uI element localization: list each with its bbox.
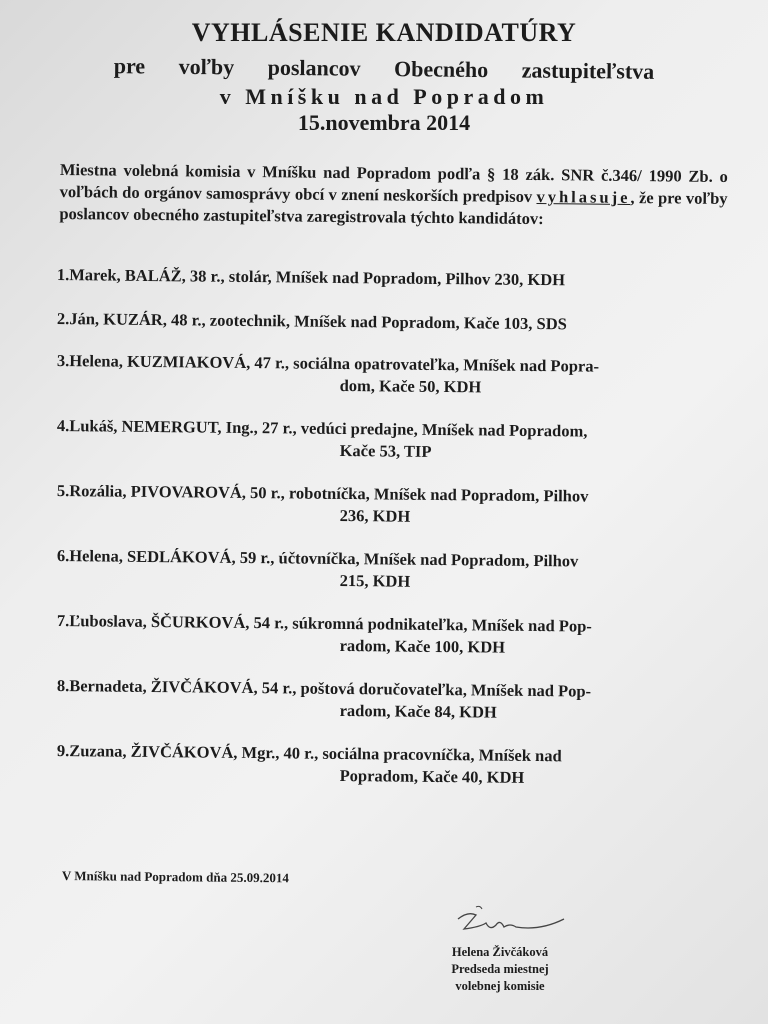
candidate-item bbox=[57, 740, 717, 791]
intro-text-2: , že pre voľby poslancov obecného zastupiteľstva zaregistrovala týchto kandidátov: bbox=[59, 187, 728, 229]
candidate-line2: radom, Kače 100, KDH bbox=[339, 635, 506, 657]
signer-role: volebnej komisie bbox=[455, 979, 545, 993]
candidate-line2: Popradom, Kače 40, KDH bbox=[339, 765, 525, 787]
candidate-line2: dom, Kače 50, KDH bbox=[339, 375, 482, 397]
candidate-item bbox=[57, 415, 717, 466]
candidate-line1: 6.Helena, SEDLÁKOVÁ, 59 r., účtovníčka, Mníšek nad Popradom, Pilhov bbox=[56, 545, 579, 571]
document-location: v Mníšku nad Popradom bbox=[219, 84, 549, 109]
intro-paragraph bbox=[59, 159, 728, 232]
signature-block bbox=[420, 944, 580, 995]
candidate-line2: Kače 53, TIP bbox=[339, 440, 432, 461]
candidate-item bbox=[57, 308, 717, 337]
candidate-line1: 8.Bernadeta, ŽIVČÁKOVÁ, 54 r., poštová doručovateľka, Mníšek nad Pop- bbox=[56, 675, 592, 701]
candidate-line1: 5.Rozália, PIVOVAROVÁ, 50 r., robotníčka, Mníšek nad Popradom, Pilhov bbox=[56, 480, 589, 506]
candidate-item bbox=[57, 675, 717, 726]
candidate-line1: 7.Ľuboslava, ŠČURKOVÁ, 54 r., súkromná podnikateľka, Mníšek nad Pop- bbox=[56, 610, 592, 636]
candidate-line1: 2.Ján, KUZÁR, 48 r., zootechnik, Mníšek nad Popradom, Kače 103, SDS bbox=[56, 308, 567, 334]
candidate-line1: 3.Helena, KUZMIAKOVÁ, 47 r., sociálna opatrovateľka, Mníšek nad Popra- bbox=[56, 350, 600, 376]
handwritten-signature bbox=[420, 905, 570, 939]
candidate-item bbox=[57, 350, 717, 401]
candidate-item bbox=[57, 264, 717, 293]
signer-name: Helena Živčáková bbox=[451, 945, 549, 959]
candidate-line1: 1.Marek, BALÁŽ, 38 r., stolár, Mníšek nad Popradom, Pilhov 230, KDH bbox=[56, 264, 566, 290]
intro-text-1: Miestna volebná komisia v Mníšku nad Popradom podľa § 18 zák. SNR č.346/ 1990 Zb. o voľbách do orgánov samosprávy obcí v znení neskorších predpisov bbox=[59, 159, 728, 206]
candidate-line1: 4.Lukáš, NEMERGUT, Ing., 27 r., vedúci predajne, Mníšek nad Popradom, bbox=[56, 415, 588, 441]
document-subtitle: pre voľby poslancov Obecného zastupiteľstva bbox=[113, 53, 655, 84]
candidate-line2: radom, Kače 84, KDH bbox=[339, 700, 497, 722]
candidate-line2: 215, KDH bbox=[339, 570, 411, 591]
candidate-item bbox=[57, 480, 717, 531]
intro-verb: vyhlasuje bbox=[536, 186, 631, 207]
candidate-line2: 236, KDH bbox=[339, 505, 411, 526]
signer-role: Predseda miestnej bbox=[451, 962, 549, 976]
candidate-item bbox=[57, 610, 717, 661]
document-title: VYHLÁSENIE KANDIDATÚRY bbox=[191, 18, 577, 47]
place-and-date: V Mníšku nad Popradom dňa 25.09.2014 bbox=[61, 868, 289, 886]
candidate-item bbox=[57, 545, 717, 596]
election-date: 15.novembra 2014 bbox=[297, 110, 471, 135]
candidate-line1: 9.Zuzana, ŽIVČÁKOVÁ, Mgr., 40 r., sociálna pracovníčka, Mníšek nad bbox=[56, 740, 562, 766]
